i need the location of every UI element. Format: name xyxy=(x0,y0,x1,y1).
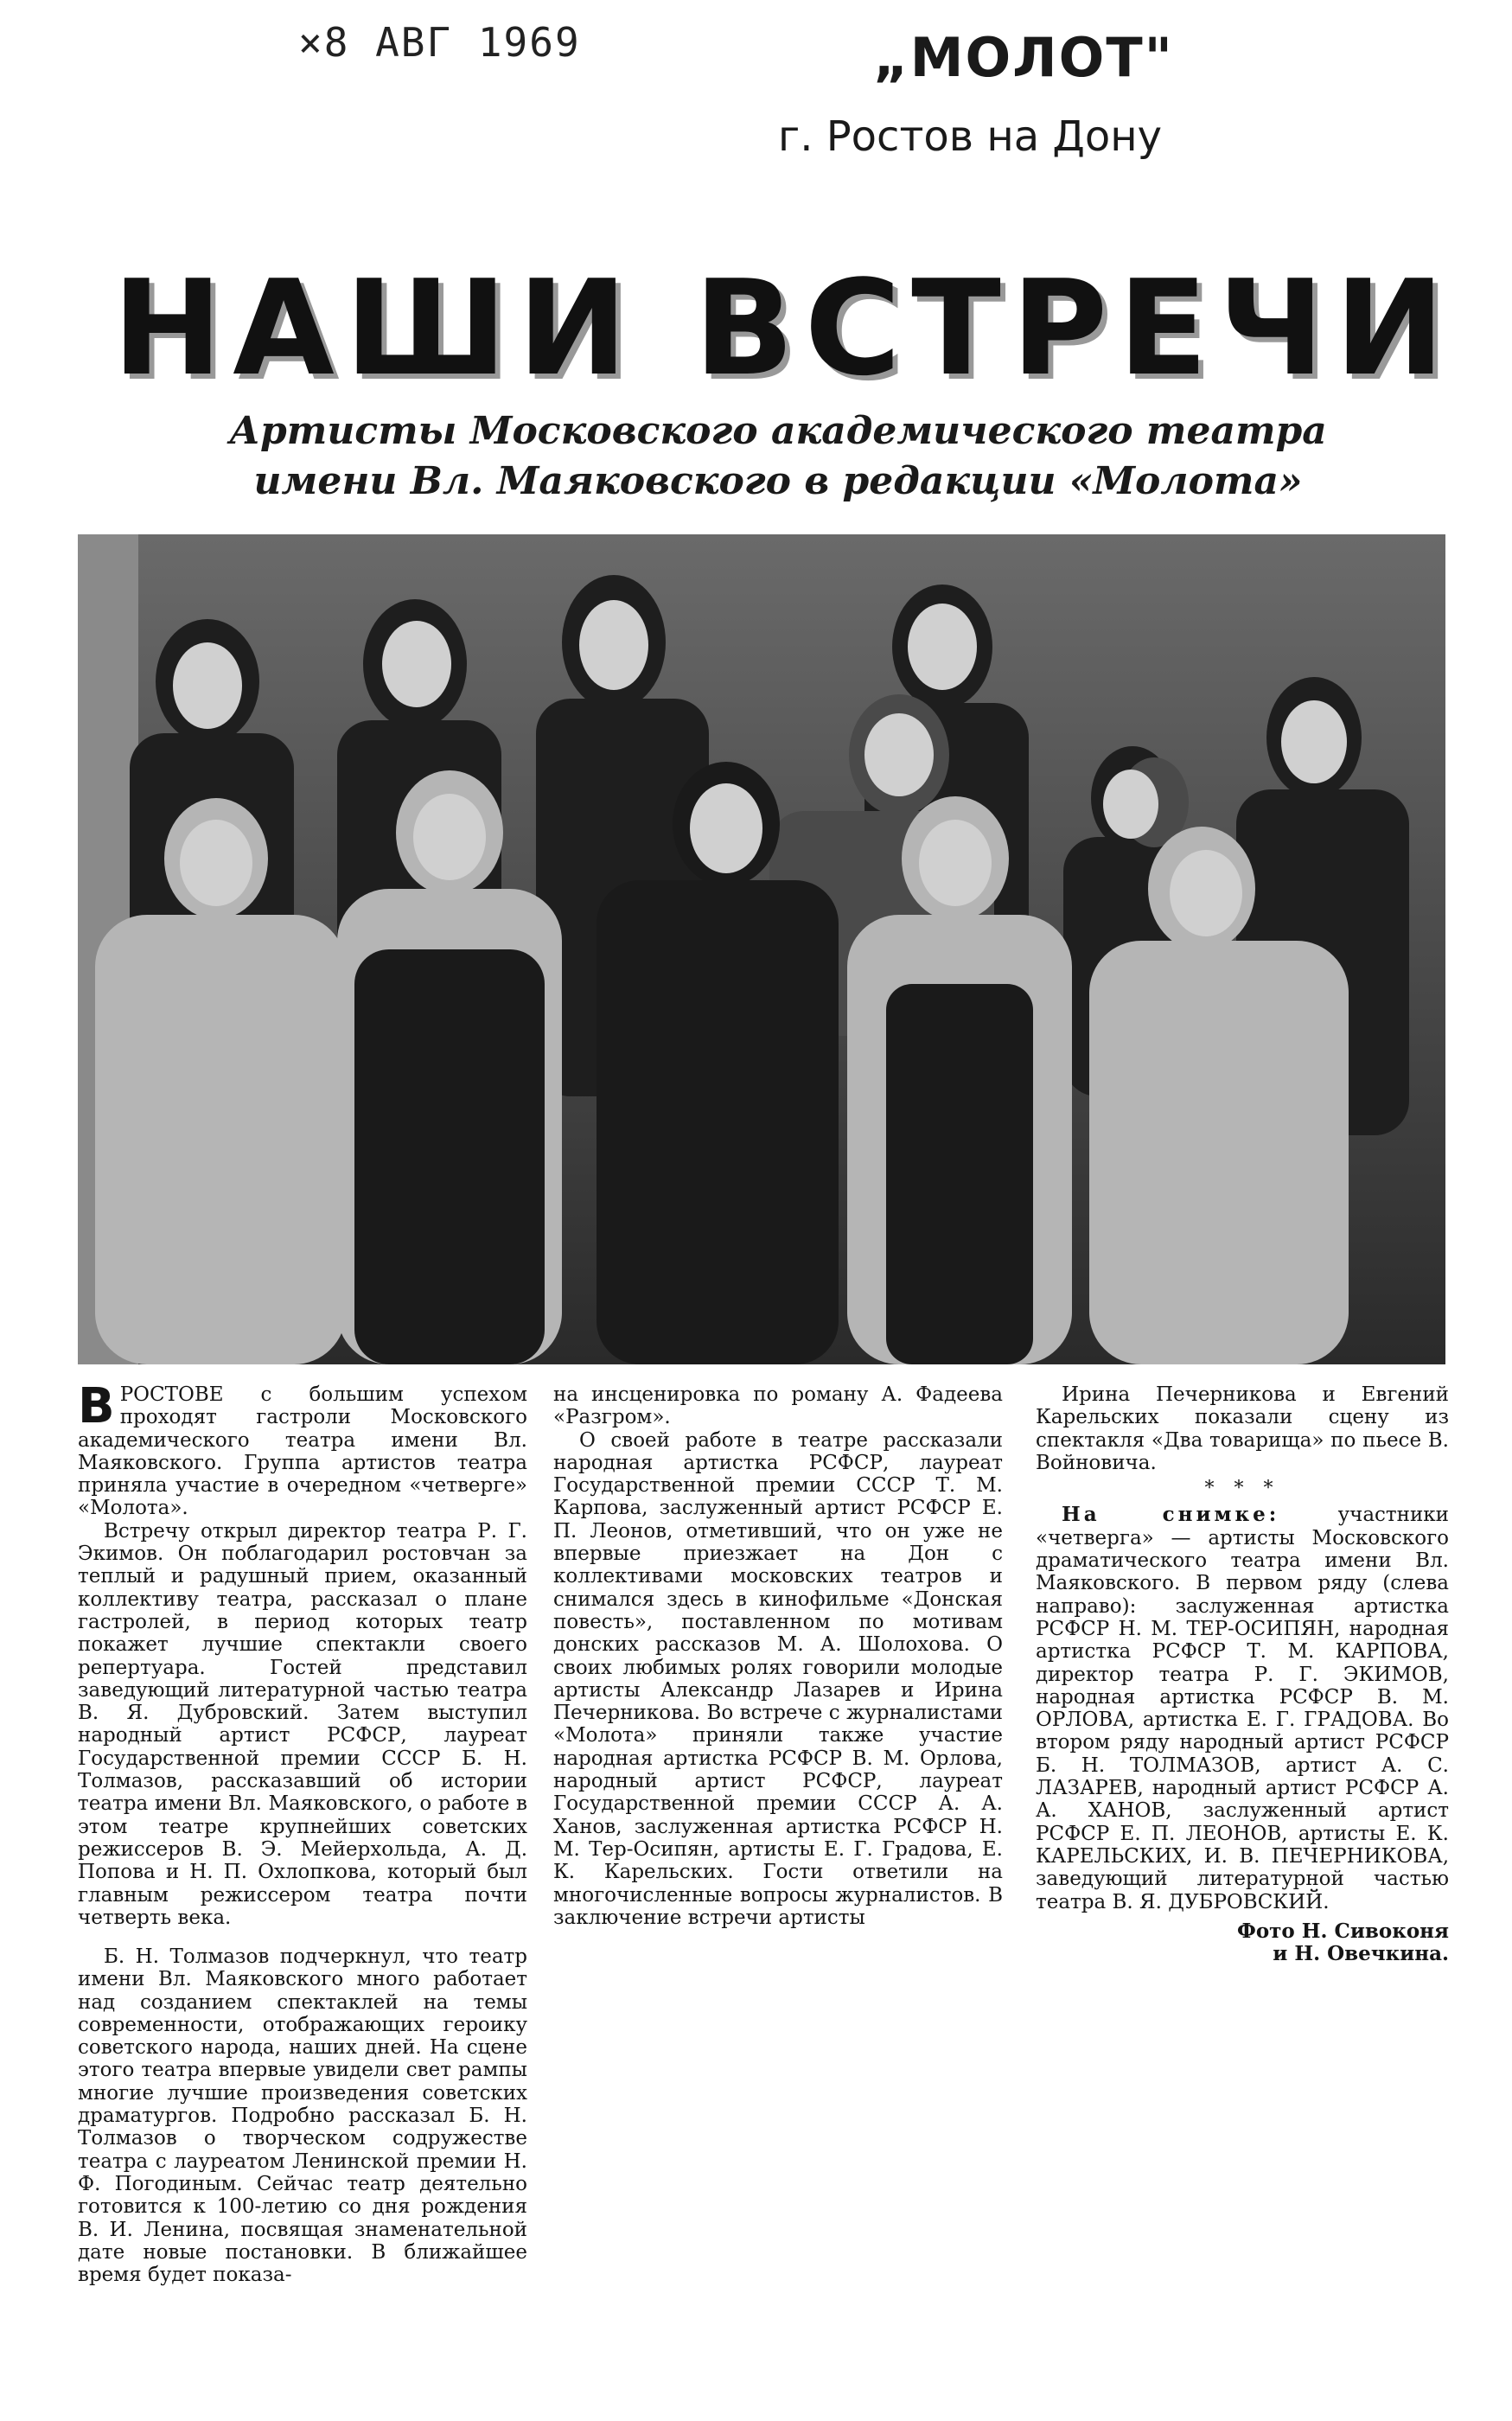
group-photo-image xyxy=(78,534,1445,1364)
newspaper-city: г. Ростов на Дону xyxy=(778,112,1163,161)
headline: НАШИ ВСТРЕЧИ xyxy=(112,252,1456,405)
article-column-2 xyxy=(553,1383,1003,1929)
photo-caption-text: участники «четверга» — артисты Московского драматического театра имени Вл. Маяковского. В первом ряду (слева направо): заслуженная артистка РСФСР Н. М. ТЕР-ОСИПЯН, народная артистка РСФСР Т. М. КАРПОВА, директор театра Р. Г. ЭКИМОВ, народная артистка РСФСР В. М. ОРЛОВА, артистка Е. Г. ГРАДОВА. Во втором ряду народный артист РСФСР Б. Н. ТОЛМАЗОВ, артист А. С. ЛАЗАРЕВ, народный артист РСФСР А. А. ХАНОВ, заслуженный артист РСФСР Е. П. ЛЕОНОВ, артисты Е. К. КАРЕЛЬСКИХ, И. В. ПЕЧЕРНИКОВА, заведующий литературной частью театра В. Я. ДУБРОВСКИЙ. xyxy=(1036,1504,1449,1913)
subheadline-line-2: имени Вл. Маяковского в редакции «Молота» xyxy=(253,459,1303,503)
archive-date-stamp: ×8 АВГ 1969 xyxy=(298,19,581,66)
newspaper-clipping xyxy=(78,252,1461,2287)
article-paragraph: Б. Н. Толмазов подчеркнул, что театр имени Вл. Маяковского много работает над созданием спектаклей на темы современности, отображающих героику советского народа, наших дней. На сцене этого театра впервые увидели свет рампы многие лучшие произведения советских драматургов. Подробно рассказал Б. Н. Толмазов о творческом содружестве театра с лауреатом Ленинской премии Н. Ф. Погодиным. Сейчас театр деятельно готовится к 100-летию со дня рождения В. И. Ленина, посвящая знаменательной дате новые постановки. В ближайшее время будет показа- xyxy=(78,1945,527,2287)
article-column-1-continued xyxy=(78,1945,527,2286)
article-paragraph: Ирина Печерникова и Евгений Карельских показали сцену из спектакля «Два товарища» по пьесе В. Войновича. xyxy=(1036,1383,1449,1474)
article-text: РОСТОВЕ с большим успехом проходят гастроли Московского академического театра имени Вл. Маяковского. Группа артистов театра приняла участие в очередном «четверге» «Молота». xyxy=(78,1383,527,1520)
photo-credit-line-2: и Н. Овечкина. xyxy=(1273,1942,1449,1966)
group-photo xyxy=(78,534,1445,1364)
drop-cap: В xyxy=(78,1378,115,1434)
newspaper-name: „МОЛОТ" xyxy=(873,26,1174,89)
subheadline xyxy=(130,406,1426,507)
photo-caption-lead: На снимке: xyxy=(1062,1503,1280,1527)
article-column-3 xyxy=(1036,1383,1449,1965)
article-paragraph: О своей работе в театре рассказали народная артистка РСФСР, лауреат Государственной премии СССР Т. М. Карпова, заслуженный артист РСФСР Е. П. Леонов, отметивший, что он уже не впервые приезжает на Дон с коллективами московских театров и снимался здесь в кинофильме «Донская повесть», поставленном по мотивам донских рассказов М. А. Шолохова. О своих любимых ролях говорили молодые артисты Александр Лазарев и Ирина Печерникова. Во встрече с журналистами «Молота» приняли также участие народная артистка РСФСР В. М. Орлова, народный артист РСФСР, лауреат Государственной премии СССР А. А. Ханов, заслуженная артистка РСФСР Н. М. Тер-Осипян, артисты Е. Г. Градова, Е. К. Карельских. Гости ответили на многочисленные вопросы журналистов. В заключение встречи артисты xyxy=(553,1428,1003,1929)
article-paragraph: Встречу открыл директор театра Р. Г. Экимов. Он поблагодарил ростовчан за теплый и радушный прием, оказанный коллективу театра, рассказал о плане гастролей, в период которых театр покажет лучшие спектакли своего репертуара. Гостей представил заведующий литературной частью театра В. Я. Дубровский. Затем выступил народный артист РСФСР, лауреат Государственной премии СССР Б. Н. Толмазов, рассказавший об истории театра имени Вл. Маяковского, о работе в этом театре крупнейших советских режиссеров В. Э. Мейерхольда, А. Д. Попова и Н. П. Охлопкова, который был главным режиссером театра почти четверть века. xyxy=(78,1519,527,1929)
subheadline-line-1: Артисты Московского академического театра xyxy=(229,409,1327,453)
article-paragraph xyxy=(78,1378,527,1520)
photo-credit-line-1: Фото Н. Сивоконя xyxy=(1237,1919,1449,1943)
photo-caption xyxy=(1036,1504,1449,1913)
section-separator: * * * xyxy=(1204,1478,1280,1500)
article-column-1 xyxy=(78,1378,527,1929)
photo-credit xyxy=(1036,1920,1449,1966)
article-paragraph: на инсценировка по роману А. Фадеева «Разгром». xyxy=(553,1383,1003,1429)
